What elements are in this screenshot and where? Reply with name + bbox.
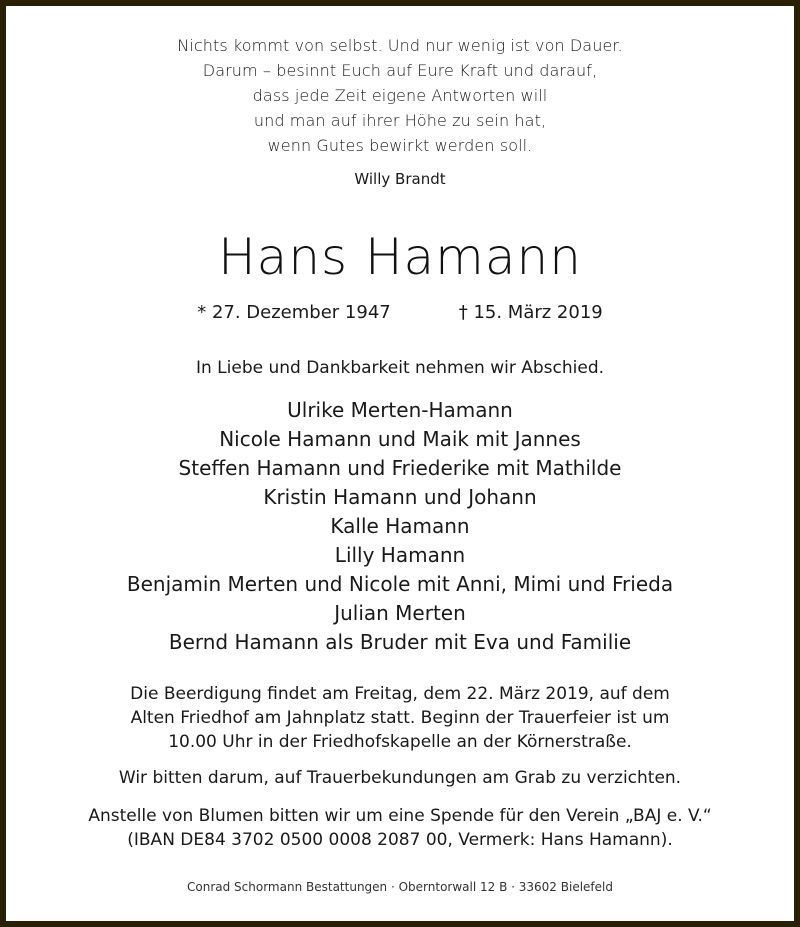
funeral-info-line: Die Beerdigung findet am Freitag, dem 22. März 2019, auf dem (130, 684, 670, 704)
mourner-line: Bernd Hamann als Bruder mit Eva und Familie (168, 630, 632, 654)
donation-line: (IBAN DE84 3702 0500 0008 2087 00, Vermerk: Hans Hamann). (127, 830, 673, 850)
quote-line: dass jede Zeit eigene Antworten will (252, 86, 548, 105)
farewell-intro: In Liebe und Dankbarkeit nehmen wir Abschied. (195, 358, 605, 378)
mourner-line: Steffen Hamann und Friederike mit Mathilde (178, 456, 622, 480)
funeral-home-footer: Conrad Schormann Bestattungen · Oberntorwall 12 B · 33602 Bielefeld (187, 880, 613, 894)
condolence-request: Wir bitten darum, auf Trauerbekundungen am Grab zu verzichten. (118, 768, 682, 788)
donation-line: Anstelle von Blumen bitten wir um eine Spende für den Verein „BAJ e. V.“ (88, 806, 712, 826)
deceased-name: Hans Hamann (218, 228, 582, 286)
mourner-line: Benjamin Merten und Nicole mit Anni, Mimi und Frieda (126, 572, 674, 596)
mourner-line: Julian Merten (334, 601, 466, 625)
quote-author: Willy Brandt (354, 170, 446, 188)
mourner-line: Ulrike Merten-Hamann (287, 398, 513, 422)
obituary-notice (6, 6, 794, 921)
quote-line: und man auf ihrer Höhe zu sein hat, (253, 111, 547, 130)
death-date: † 15. März 2019 (458, 302, 603, 323)
birth-date: * 27. Dezember 1947 (197, 302, 391, 323)
funeral-info-line: 10.00 Uhr in der Friedhofskapelle an der Körnerstraße. (168, 732, 632, 752)
quote-line: Nichts kommt von selbst. Und nur wenig ist von Dauer. (177, 36, 623, 55)
quote-line: wenn Gutes bewirkt werden soll. (267, 136, 533, 155)
life-dates (6, 302, 794, 323)
mourner-line: Nicole Hamann und Maik mit Jannes (219, 427, 581, 451)
mourner-line: Kristin Hamann und Johann (263, 485, 537, 509)
mourner-line: Kalle Hamann (330, 514, 470, 538)
mourner-line: Lilly Hamann (334, 543, 466, 567)
quote-line: Darum – besinnt Euch auf Eure Kraft und darauf, (202, 61, 598, 80)
funeral-info-line: Alten Friedhof am Jahnplatz statt. Beginn der Trauerfeier ist um (130, 708, 670, 728)
